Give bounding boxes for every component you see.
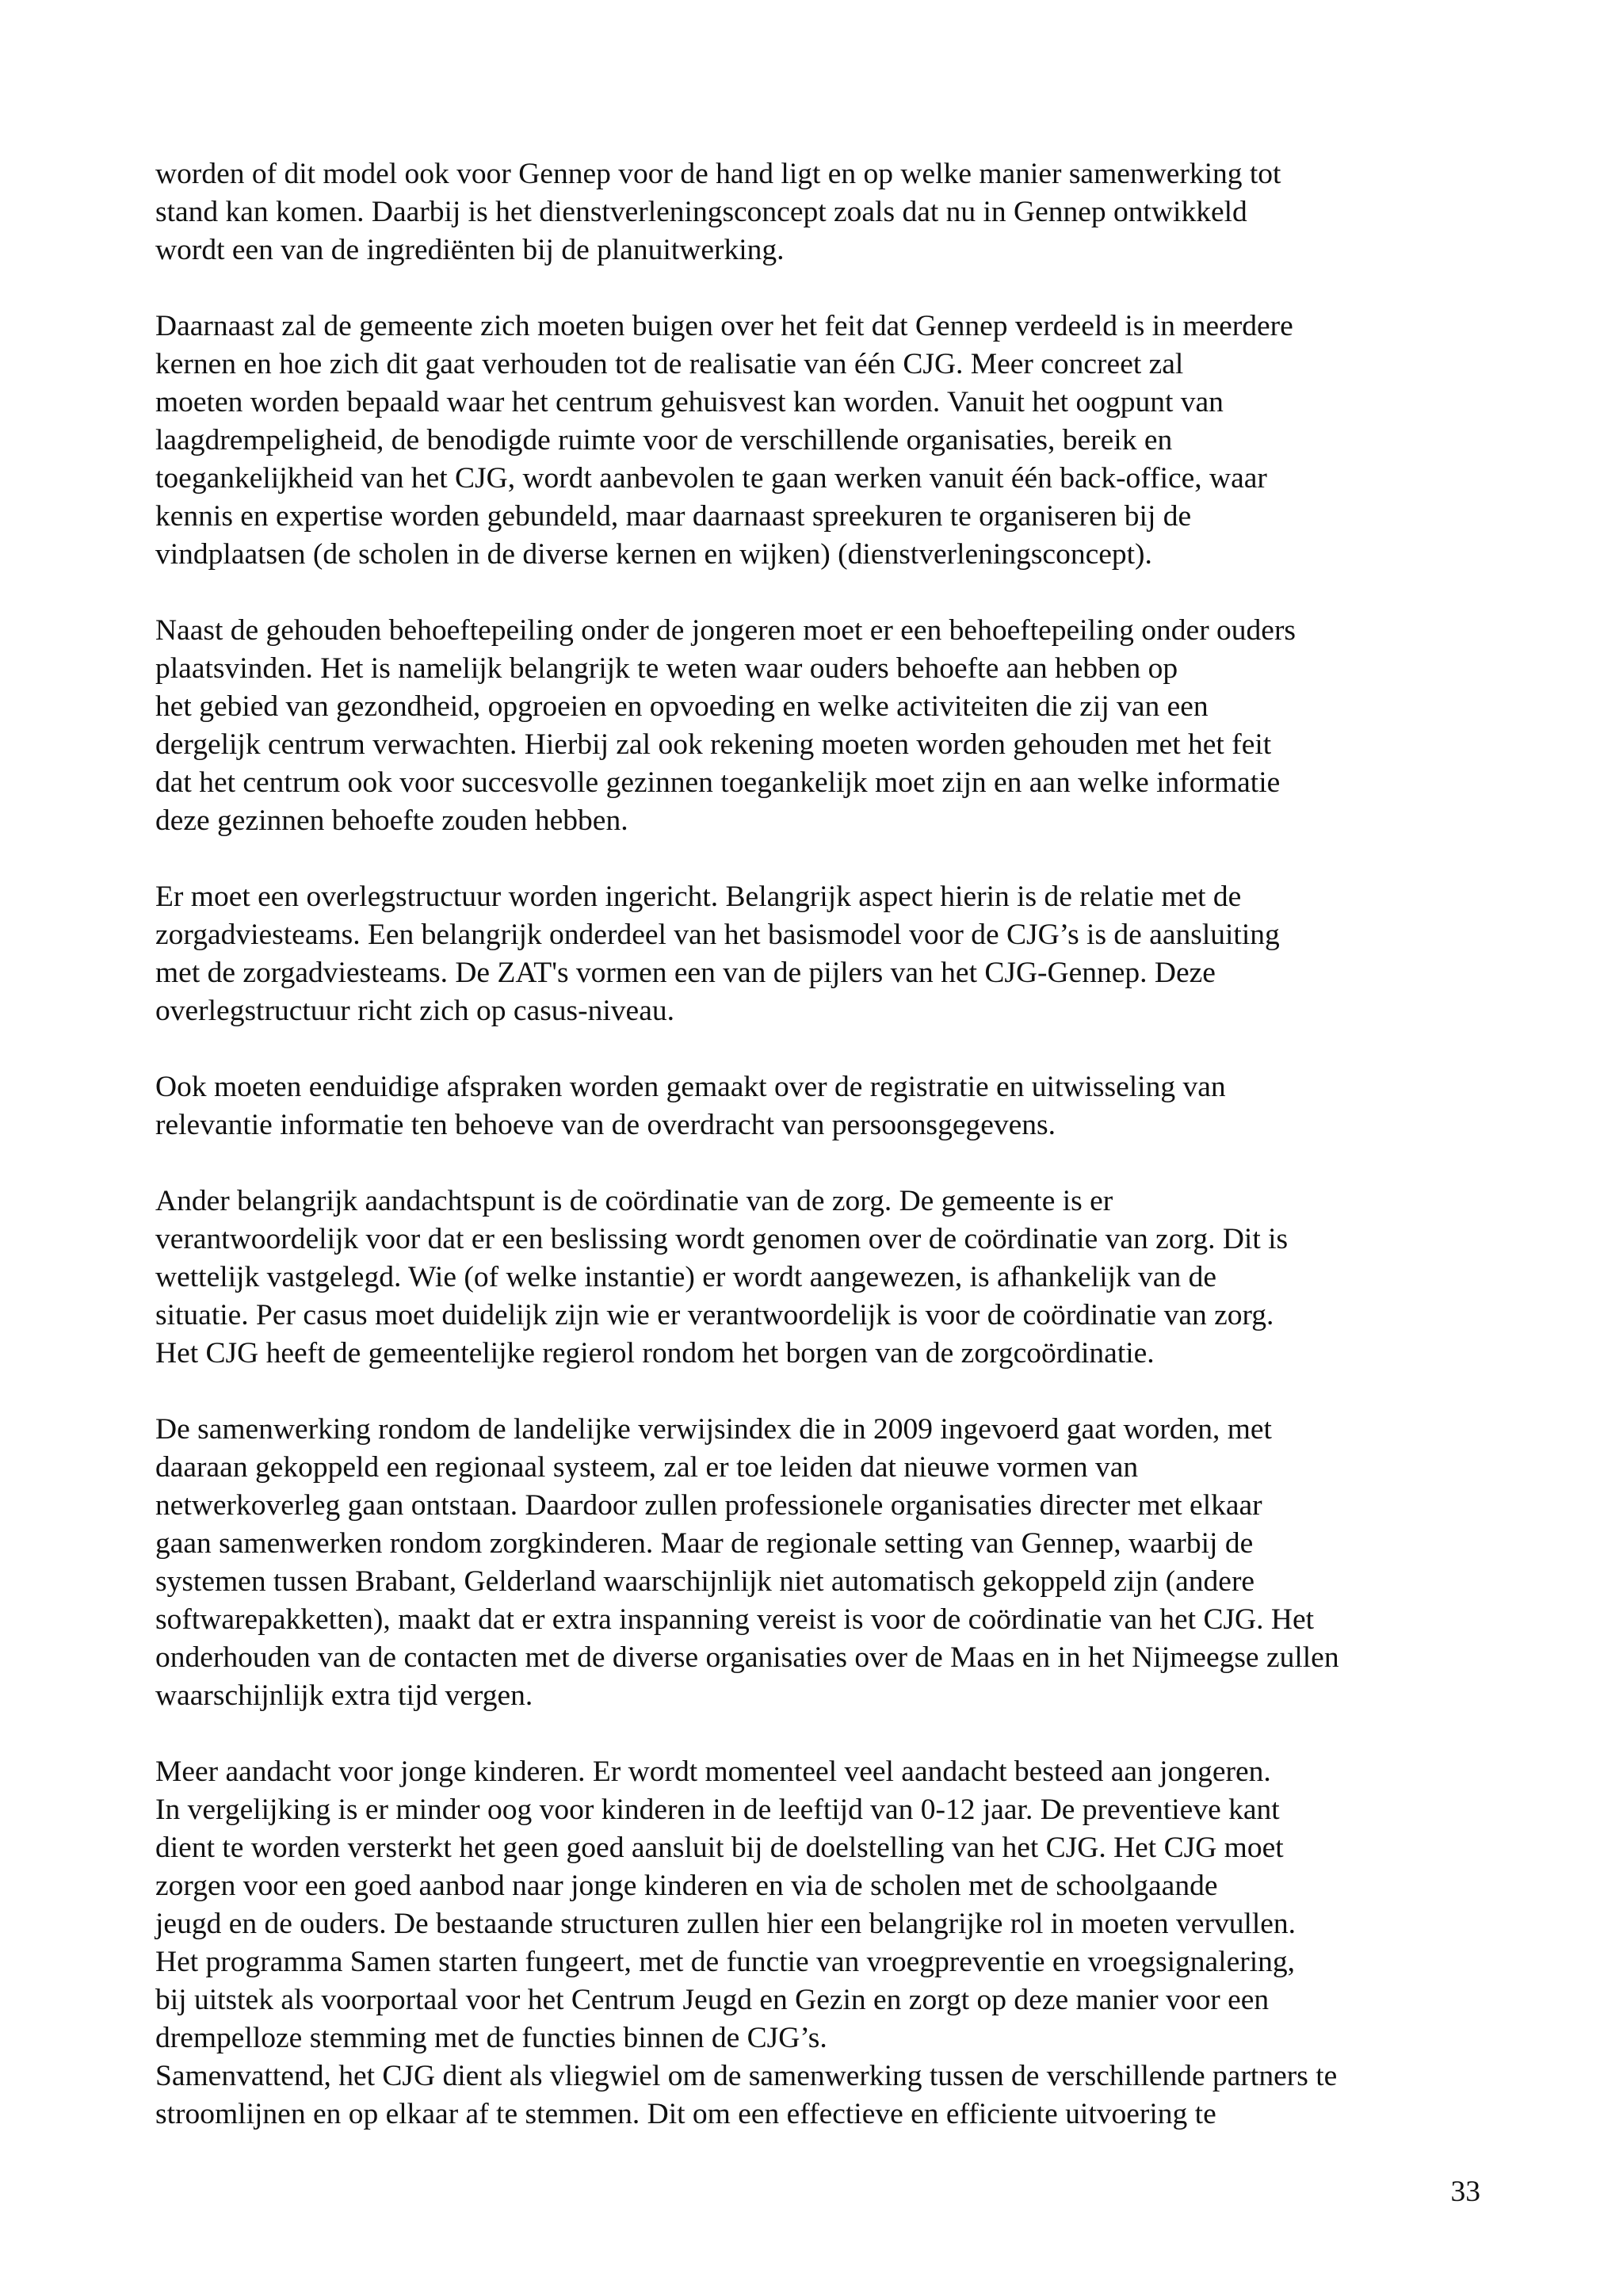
text-line: gaan samenwerken rondom zorgkinderen. Maar de regionale setting van Gennep, waarbij de [155, 1527, 1254, 1560]
text-line: netwerkoverleg gaan ontstaan. Daardoor zullen professionele organisaties directer met elkaar [155, 1489, 1262, 1522]
text-line: kennis en expertise worden gebundeld, maar daarnaast spreekuren te organiseren bij de [155, 500, 1192, 533]
text-line: Naast de gehouden behoeftepeiling onder de jongeren moet er een behoeftepeiling onder ouders [155, 614, 1296, 647]
text-line: wordt een van de ingrediënten bij de planuitwerking. [155, 234, 785, 266]
text-line: De samenwerking rondom de landelijke verwijsindex die in 2009 ingevoerd gaat worden, met [155, 1413, 1272, 1446]
paragraph-3 [155, 612, 1503, 840]
text-line: zorgadviesteams. Een belangrijk onderdeel van het basismodel voor de CJG’s is de aansluiting [155, 919, 1280, 951]
text-line: dat het centrum ook voor succesvolle gezinnen toegankelijk moet zijn en aan welke informatie [155, 766, 1281, 799]
paragraph-5 [155, 1068, 1503, 1144]
paragraph-2 [155, 308, 1503, 574]
text-line: systemen tussen Brabant, Gelderland waarschijnlijk niet automatisch gekoppeld zijn (andere [155, 1565, 1255, 1598]
text-line: softwarepakketten), maakt dat er extra inspanning vereist is voor de coördinatie van het CJG. Het [155, 1603, 1315, 1636]
text-line: Daarnaast zal de gemeente zich moeten buigen over het feit dat Gennep verdeeld is in meerdere [155, 310, 1293, 342]
text-line: jeugd en de ouders. De bestaande structuren zullen hier een belangrijke rol in moeten vervullen. [155, 1908, 1296, 1940]
text-line: onderhouden van de contacten met de diverse organisaties over de Maas en in het Nijmeegse zullen [155, 1641, 1339, 1674]
text-line: overlegstructuur richt zich op casus-niveau. [155, 995, 674, 1027]
page-number: 33 [1450, 2176, 1480, 2208]
text-line: stroomlijnen en op elkaar af te stemmen. Dit om een effectieve en efficiente uitvoering te [155, 2098, 1216, 2130]
text-line: drempelloze stemming met de functies binnen de CJG’s. [155, 2022, 827, 2054]
text-line: Het programma Samen starten fungeert, met de functie van vroegpreventie en vroegsignalering, [155, 1946, 1296, 1978]
text-line: verantwoordelijk voor dat er een beslissing wordt genomen over de coördinatie van zorg. Dit is [155, 1223, 1289, 1255]
paragraph-6 [155, 1182, 1503, 1373]
paragraph-1 [155, 155, 1503, 269]
text-line: Samenvattend, het CJG dient als vliegwiel om de samenwerking tussen de verschillende partners te [155, 2060, 1338, 2092]
text-line: met de zorgadviesteams. De ZAT's vormen een van de pijlers van het CJG-Gennep. Deze [155, 957, 1216, 989]
text-line: In vergelijking is er minder oog voor kinderen in de leeftijd van 0-12 jaar. De preventieve kant [155, 1794, 1280, 1826]
paragraph-8 [155, 1753, 1503, 2057]
text-line: Ander belangrijk aandachtspunt is de coördinatie van de zorg. De gemeente is er [155, 1185, 1113, 1217]
text-line: dergelijk centrum verwachten. Hierbij zal ook rekening moeten worden gehouden met het feit [155, 728, 1272, 761]
text-line: toegankelijkheid van het CJG, wordt aanbevolen te gaan werken vanuit één back-office, waar [155, 462, 1267, 495]
text-line: plaatsvinden. Het is namelijk belangrijk te weten waar ouders behoefte aan hebben op [155, 652, 1178, 685]
document-body [155, 155, 1503, 2134]
text-line: laagdrempeligheid, de benodigde ruimte voor de verschillende organisaties, bereik en [155, 424, 1173, 457]
text-line: Ook moeten eenduidige afspraken worden gemaakt over de registratie en uitwisseling van [155, 1071, 1226, 1103]
text-line: wettelijk vastgelegd. Wie (of welke instantie) er wordt aangewezen, is afhankelijk van de [155, 1261, 1216, 1293]
text-line: zorgen voor een goed aanbod naar jonge kinderen en via de scholen met de schoolgaande [155, 1870, 1218, 1902]
text-line: worden of dit model ook voor Gennep voor de hand ligt en op welke manier samenwerking tot [155, 158, 1281, 190]
text-line: Meer aandacht voor jonge kinderen. Er wordt momenteel veel aandacht besteed aan jongeren. [155, 1755, 1271, 1788]
text-line: waarschijnlijk extra tijd vergen. [155, 1679, 533, 1712]
paragraph-7 [155, 1411, 1503, 1715]
text-line: het gebied van gezondheid, opgroeien en opvoeding en welke activiteiten die zij van een [155, 690, 1209, 723]
text-line: bij uitstek als voorportaal voor het Centrum Jeugd en Gezin en zorgt op deze manier voor een [155, 1984, 1270, 2016]
text-line: kernen en hoe zich dit gaat verhouden tot de realisatie van één CJG. Meer concreet zal [155, 348, 1184, 380]
paragraph-9 [155, 2057, 1503, 2134]
text-line: situatie. Per casus moet duidelijk zijn wie er verantwoordelijk is voor de coördinatie van zorg. [155, 1299, 1274, 1331]
text-line: vindplaatsen (de scholen in de diverse kernen en wijken) (dienstverleningsconcept). [155, 538, 1152, 571]
text-line: stand kan komen. Daarbij is het dienstverleningsconcept zoals dat nu in Gennep ontwikkeld [155, 196, 1247, 228]
text-line: daaraan gekoppeld een regionaal systeem, zal er toe leiden dat nieuwe vormen van [155, 1451, 1139, 1484]
text-line: Het CJG heeft de gemeentelijke regierol rondom het borgen van de zorgcoördinatie. [155, 1337, 1155, 1370]
text-line: dient te worden versterkt het geen goed aansluit bij de doelstelling van het CJG. Het CJG moet [155, 1832, 1284, 1864]
paragraph-4 [155, 878, 1503, 1030]
text-line: deze gezinnen behoefte zouden hebben. [155, 804, 628, 837]
text-line: Er moet een overlegstructuur worden ingericht. Belangrijk aspect hierin is de relatie met de [155, 881, 1242, 913]
text-line: moeten worden bepaald waar het centrum gehuisvest kan worden. Vanuit het oogpunt van [155, 386, 1224, 418]
text-line: relevantie informatie ten behoeve van de overdracht van persoonsgegevens. [155, 1109, 1056, 1141]
